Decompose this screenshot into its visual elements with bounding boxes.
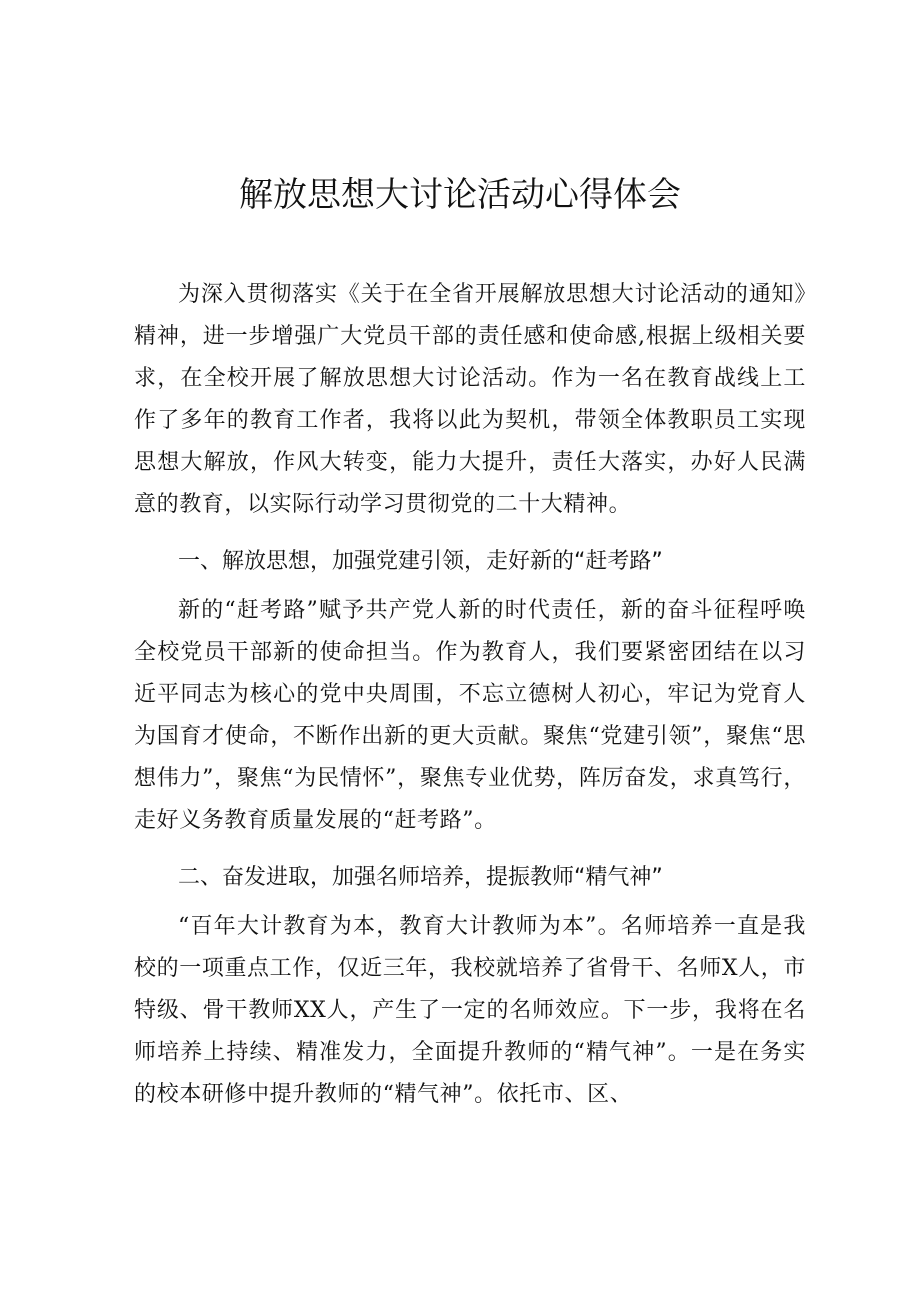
document-body [134,274,806,1116]
section-1-heading: 一、解放思想，加强党建引领，走好新的“赶考路” [178,549,663,574]
section-1-paragraph: 新的“赶考路”赋予共产党人新的时代责任，新的奋斗征程呼唤全校党员干部新的使命担当。作为教育人，我们要紧密团结在以习近平同志为核心的党中央周围，不忘立德树人初心，牢记为党育人为国育才使命，不断作出新的更大贡献。聚焦“党建引领”，聚焦“思想伟力”，聚焦“为民情怀”，聚焦专业优势，阵厉奋发，求真笃行，走好义务教育质量发展的“赶考路”。 [134,598,806,833]
document-title: 解放思想大讨论活动心得体会 [239,175,681,215]
intro-paragraph: 为深入贯彻落实《关于在全省开展解放思想大讨论活动的通知》精神，进一步增强广大党员干部的责任感和使命感,根据上级相关要求，在全校开展了解放思想大讨论活动。作为一名在教育战线上工作了多年的教育工作者，我将以此为契机，带领全体教职员工实现思想大解放，作风大转变，能力大提升，责任大落实，办好人民满意的教育，以实际行动学习贯彻党的二十大精神。 [134,282,806,517]
section-2-heading: 二、奋发进取，加强名师培养，提振教师“精气神” [178,865,663,890]
section-2-paragraph: “百年大计教育为本，教育大计教师为本”。名师培养一直是我校的一项重点工作，仅近三年，我校就培养了省骨干、名师X人，市特级、骨干教师XX人，产生了一定的名师效应。下一步，我将在名师培养上持续、精准发力，全面提升教师的“精气神”。一是在务实的校本研修中提升教师的“精气神”。依托市、区、 [134,914,806,1107]
